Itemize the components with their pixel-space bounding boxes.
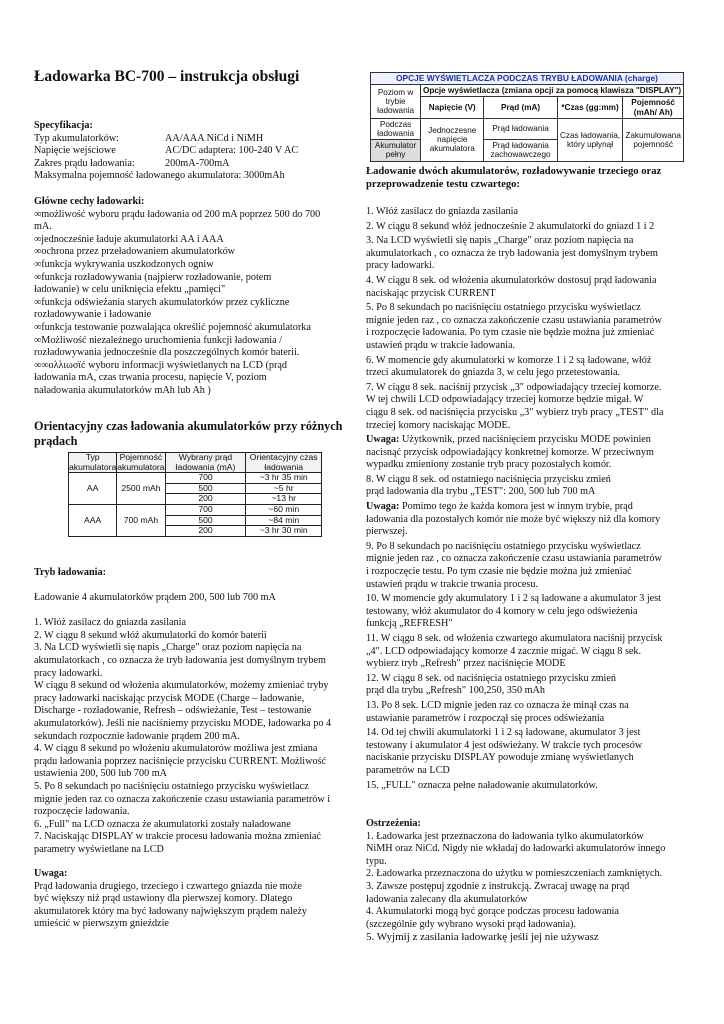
- spec-section: [34, 120, 354, 183]
- modes-line: pracy ładowarki.: [34, 667, 103, 679]
- feature-line: ∞funkcja odświeżania starych akumulatorków przez cykliczne: [34, 296, 290, 308]
- modes-line: 2. W ciągu 8 sekund włóż akumulatorki do komór baterii: [34, 629, 267, 641]
- charging-time-table: [68, 452, 322, 537]
- feature-line: rozładowywania jednocześnie dla poszczególnych komór baterii.: [34, 347, 300, 359]
- modes-line: prądu ładowania poprzez naciśnięcie przycisku CURRENT. Możliwość: [34, 755, 327, 767]
- step-item: 15. „FULL" oznacza pełne naładowanie akumulatorków.: [366, 779, 598, 791]
- table-cell: ~60 min: [246, 504, 322, 515]
- table-cell: 700: [165, 473, 246, 484]
- feature-line: naładowania akumulatorków mAh lub Ah ): [34, 384, 211, 396]
- feature-line: ∞funkcja wykrywania uszkodzonych ogniw: [34, 258, 214, 270]
- step-item: 7. W ciągu 8 sek. naciśnij przycisk „3" odpowiadający trzeciej komorze. W tej chwili LCD odpowiadający trzeciej komorze będzie migał. W ciągu 8 sek. od naciśnięcia przycisku „3" wybierz tryb pracy „TEST" dla trzeciej komory naciskając MODE.: [366, 381, 664, 431]
- modes-line: ustawienia 200, 500 lub 700 mA: [34, 768, 167, 780]
- note-line: być większy niż prąd ustawiony dla pierwszej komory. Dlatego: [34, 893, 293, 905]
- warnings-section: [366, 818, 696, 944]
- features-section: [34, 196, 354, 398]
- feature-line: ładowania mA, czas trwania procesu, napięcie V, poziom: [34, 372, 267, 384]
- table-subtitle: Opcje wyświetlacza (zmiana opcji za pomocą klawisza "DISPLAY"): [421, 85, 684, 97]
- feature-line: ∞możliwość wyboru prądu ładowania od 200 mA poprzez 500 do 700: [34, 208, 321, 220]
- table-header-cell: Orientacyjny czas ładowania: [246, 453, 322, 473]
- modes-line: Discharge - rozładowanie, Refresh – odświeżanie, Test – testowanie: [34, 705, 312, 717]
- note-list: [34, 881, 358, 931]
- step-item: 8. W ciągu 8 sek. od ostatniego naciśnięcia przycisku zmień prąd ładowania dla trybu „TEST": 200, 500 lub 700 mA: [366, 473, 611, 498]
- table-cell: 700 mAh: [117, 504, 165, 536]
- feature-line: ∞funkcja testowanie pozwalająca określić pojemność akumulatorka: [34, 321, 311, 333]
- table-header-cell: Napięcie (V): [421, 97, 484, 118]
- table-title: OPCJE WYŚWIETLACZA PODCZAS TRYBU ŁADOWANIA (charge): [371, 73, 684, 85]
- note-inline: Uwaga: Pomimo tego że każda komora jest w innym trybie, prąd ładowania dla pozostałych komór nie może być większy niż dla komory pierwszej.: [366, 501, 661, 538]
- table-cell: AA: [69, 473, 117, 505]
- table-cell: 200: [165, 494, 246, 505]
- feature-line: ∞funkcja rozładowywania (najpierw rozładowanie, potem: [34, 271, 272, 283]
- table-header-cell: Prąd (mA): [484, 97, 557, 118]
- table-cell: ~13 hr: [246, 494, 322, 505]
- step-item: 12. W ciągu 8 sek. od naciśnięcia ostatniego przycisku zmień prąd dla trybu „Refresh" 100,250, 350 mAh: [366, 672, 616, 697]
- modes-line: mignie jeden raz co oznacza zakończenie czasu ustawiania parametrów i: [34, 793, 331, 805]
- features-list: [34, 209, 354, 398]
- modes-line: parametry wyświetlane na LCD: [34, 843, 164, 855]
- step-item: 13. Po 8 sek. LCD mignie jeden raz co oznacza że minął czas na ustawianie parametrów i rozpoczął się proces odświeżania: [366, 699, 629, 724]
- note-line: umieścić w pierwszym gnieździe: [34, 918, 169, 930]
- step-item: 5. Po 8 sekundach po naciśnięciu ostatniego przycisku wyświetlacz mignie jeden raz , co oznacza zakończenie czasu ustawiania parametrów i rozpoczęcie ładowania. Po tym czasie nie będzie można już zmieniać ustawień prądu w trakcie ładowania.: [366, 302, 662, 351]
- table-cell: Podczas ładowania: [371, 118, 421, 139]
- table-header-row: [69, 453, 322, 473]
- spec-heading: Specyfikacja:: [34, 120, 93, 131]
- step-item: 14. Od tej chwili akumulatorki 1 i 2 są ładowane, akumulator 3 jest testowany i akumulator 4 jest odświeżany. W trakcie tych procesów naciskanie przycisku DISPLAY powoduje zmianę wyświetlanych parametrów na LCD: [366, 727, 643, 776]
- note-heading: Uwaga:: [34, 868, 68, 879]
- table-cell: Prąd ładowania: [484, 118, 557, 139]
- table-header-cell: Wybrany prąd ładowania (mA): [165, 453, 246, 473]
- table-cell: AAA: [69, 504, 117, 536]
- modes-line: 1. Włóż zasilacz do gniazda zasilania: [34, 617, 186, 629]
- table-row: [69, 504, 322, 515]
- two-chargers-section: [366, 165, 696, 191]
- table-subtitle-row: [371, 85, 684, 97]
- modes-line: W ciągu 8 sekund od włożenia akumulatorków, możemy zmieniać tryby: [34, 680, 329, 692]
- table-title-row: [371, 73, 684, 85]
- table-cell: Prąd ładowania zachowawczego: [484, 140, 557, 161]
- step-item: 10. W momencie gdy akumulatory 1 i 2 są ładowane a akumulator 3 jest testowany, włóż akumulator do 4 komory w celu jego odświeżenia funkcją „REFRESH": [366, 593, 661, 630]
- table-row: [69, 473, 322, 484]
- warning-line: 1. Ładowarka jest przeznaczona do ładowania tylko akumulatorków: [366, 830, 644, 842]
- modes-line: 5. Po 8 sekundach po naciśnięciu ostatniego przycisku wyświetlacz: [34, 780, 309, 792]
- step-item: 2. W ciągu 8 sekund włóż jednocześnie 2 akumulatorki do gniazd 1 i 2: [366, 220, 655, 232]
- table-cell: 200: [165, 526, 246, 537]
- warning-line: 2. Ładowarka przeznaczona do użytku w pomieszczeniach zamkniętych.: [366, 868, 663, 880]
- feature-line: ∞Możliwość niezależnego uruchomienia funkcji ładowania /: [34, 334, 282, 346]
- feature-line: ładowanie) w celu uniknięcia efektu „pamięci": [34, 284, 226, 296]
- modes-line: rozpoczęcie ładowania.: [34, 806, 130, 818]
- step-item: 11. W ciągu 8 sek. od włożenia czwartego akumulatora naciśnij przycisk „4". LCD odpowiadający komorze 4 zacznie migać. W ciągu 8 sek. wybierz tryb „Refresh" przez naciśnięcie MODE: [366, 633, 663, 670]
- steps-list: [366, 206, 696, 794]
- modes-line: 7. Naciskając DISPLAY w trakcie procesu ładowania można zmieniać: [34, 831, 321, 843]
- table-header-cell: Typ akumulatora: [69, 452, 117, 472]
- modes-line: 6. „Full" na LCD oznacza że akumulatorki zostały naładowane: [34, 818, 291, 830]
- warning-line: typu.: [366, 855, 387, 867]
- step-item: 4. W ciągu 8 sek. od włożenia akumulatorków dostosuj prąd ładowania naciskając przycisk CURRENT: [366, 274, 657, 299]
- warning-line: NiMH oraz NiCd. Nigdy nie wkładaj do ładowarki akumulatorów innego: [366, 843, 666, 855]
- step-item: 3. Na LCD wyświetli się napis „Charge" oraz poziom napięcia na akumulatorkach , co oznacza że tryb ładowania jest domyślnym trybem pracy ładowarki.: [366, 235, 658, 272]
- table-cell: 700: [165, 504, 246, 515]
- modes-line: 3. Na LCD wyświetli się napis „Charge" oraz poziom napięcia na: [34, 642, 302, 654]
- note-line: akumulatorek który ma być ładowany największym prądem należy: [34, 905, 307, 917]
- features-heading: Główne cechy ładowarki:: [34, 196, 145, 207]
- table-cell: 500: [165, 515, 246, 526]
- table-header-cell: *Czas (gg:mm): [557, 97, 623, 118]
- table-row: [371, 118, 684, 139]
- feature-line: rozładowywanie i ładowanie: [34, 309, 152, 321]
- feature-line: mA.: [34, 221, 52, 233]
- time-heading: Orientacyjny czas ładowania akumulatorków przy różnych prądach: [34, 419, 343, 448]
- warnings-list: [366, 831, 696, 932]
- document-title: Ładowarka BC-700 – instrukcja obsługi: [34, 68, 300, 85]
- modes-intro: Ładowanie 4 akumulatorków prądem 200, 500 lub 700 mA: [34, 591, 276, 603]
- warning-line: (szczególnie gdy wybrano wysoki prąd ładowania).: [366, 918, 576, 930]
- step-item: 9. Po 8 sekundach po naciśnięciu ostatniego przycisku wyświetlacz mignie jeden raz , co oznacza zakończenie czasu ustawiania parametrów i rozpoczęcie testu. Po tym czasie nie będzie można już zmieniać ustawień prądu w trakcie trwania procesu.: [366, 540, 662, 590]
- note-inline: Uwaga: Użytkownik, przed naciśnięciem przycisku MODE powinien nacisnąć przycisk odpowiadający konkretnej komorze. W przeciwnym wypadku zmieniony zostanie tryb pracy pozostałych komór.: [366, 434, 654, 471]
- modes-line: 4. W ciągu 8 sekund po włożeniu akumulatorów możliwa jest zmiana: [34, 743, 318, 755]
- table-cell: Jednoczesne napięcie akumulatora: [421, 118, 484, 161]
- table-cell: Akumulator pełny: [371, 140, 421, 161]
- table-header-cell: Poziom w trybie ładowania: [371, 85, 421, 119]
- spec-row: Zakres prądu ładowania: 200mA-700mA: [34, 157, 230, 169]
- warning-line: 3. Zawsze postępuj zgodnie z instrukcją. Zwracaj uwagę na prąd: [366, 880, 630, 892]
- table-cell: Czas ładowania, który upłynął: [557, 118, 623, 161]
- modes-line: pracy ładowarki naciskając przycisk MODE (Charge – ładowanie,: [34, 692, 305, 704]
- warning-line: 4. Akumulatorki mogą być gorące podczas procesu ładowania: [366, 906, 619, 918]
- spec-row: Typ akumulatorków: AA/AAA NiCd i NiMH: [34, 132, 264, 144]
- modes-heading: Tryb ładowania:: [34, 567, 106, 578]
- table-cell: ~3 hr 30 min: [246, 526, 322, 537]
- table-cell: Zakumulowana pojemność: [623, 118, 684, 161]
- table-header-cell: Pojemność akumulatora: [117, 452, 165, 472]
- table-cell: 500: [165, 483, 246, 494]
- modes-list: [34, 617, 358, 856]
- table-cell: ~5 hr: [246, 483, 322, 494]
- table-header-cell: Pojemność (mAh/ Ah): [623, 97, 684, 118]
- feature-line: ∞ochrona przez przeładowaniem akumulatorków: [34, 246, 236, 258]
- modes-section: [34, 567, 358, 856]
- table-cell: 2500 mAh: [117, 473, 165, 505]
- warning-line: ładowania zalecany dla akumulatorków: [366, 893, 528, 905]
- two-heading: Ładowanie dwóch akumulatorów, rozładowywanie trzeciego oraz przeprowadzenie testu czwartego:: [366, 166, 662, 190]
- warning-item: 5. Wyjmij z zasilania ładowarkę jeśli jej nie używasz: [366, 931, 599, 944]
- table-cell: ~84 min: [246, 515, 322, 526]
- note-section: [34, 868, 358, 931]
- feature-line: ∞∞ολλιωσϊć wyboru informacji wyświetlanych na LCD (prąd: [34, 359, 288, 371]
- step-item: 1. Włóż zasilacz do gniazda zasilania: [366, 206, 518, 217]
- table-cell: ~3 hr 35 min: [246, 473, 322, 484]
- modes-line: akumulatorkach , co oznacza że tryb ładowania jest domyślnym trybem: [34, 654, 326, 666]
- spec-max-capacity: Maksymalna pojemność ładowanego akumulatora: 3000mAh: [34, 170, 285, 182]
- display-options-table: [370, 72, 684, 162]
- modes-line: akumulatorków). Jeśli nie naciśniemy przycisku MODE, ładowarka po 4: [34, 717, 332, 729]
- spec-row: Napięcie wejściowe AC/DC adaptera: 100-240 V AC: [34, 145, 299, 157]
- step-item: 6. W momencie gdy akumulatorki w komorze 1 i 2 są ładowane, włóż trzeci akumulatorek do gniazda 3, w celu jego przetestowania.: [366, 354, 652, 379]
- warnings-heading: Ostrzeżenia:: [366, 818, 421, 829]
- feature-line: ∞jednocześnie ładuje akumulatorki AA i AAA: [34, 233, 224, 245]
- note-line: Prąd ładowania drugiego, trzeciego i czwartego gniazda nie może: [34, 880, 302, 892]
- modes-line: sekundach rozpocznie ładowanie prądem 200 mA.: [34, 730, 240, 742]
